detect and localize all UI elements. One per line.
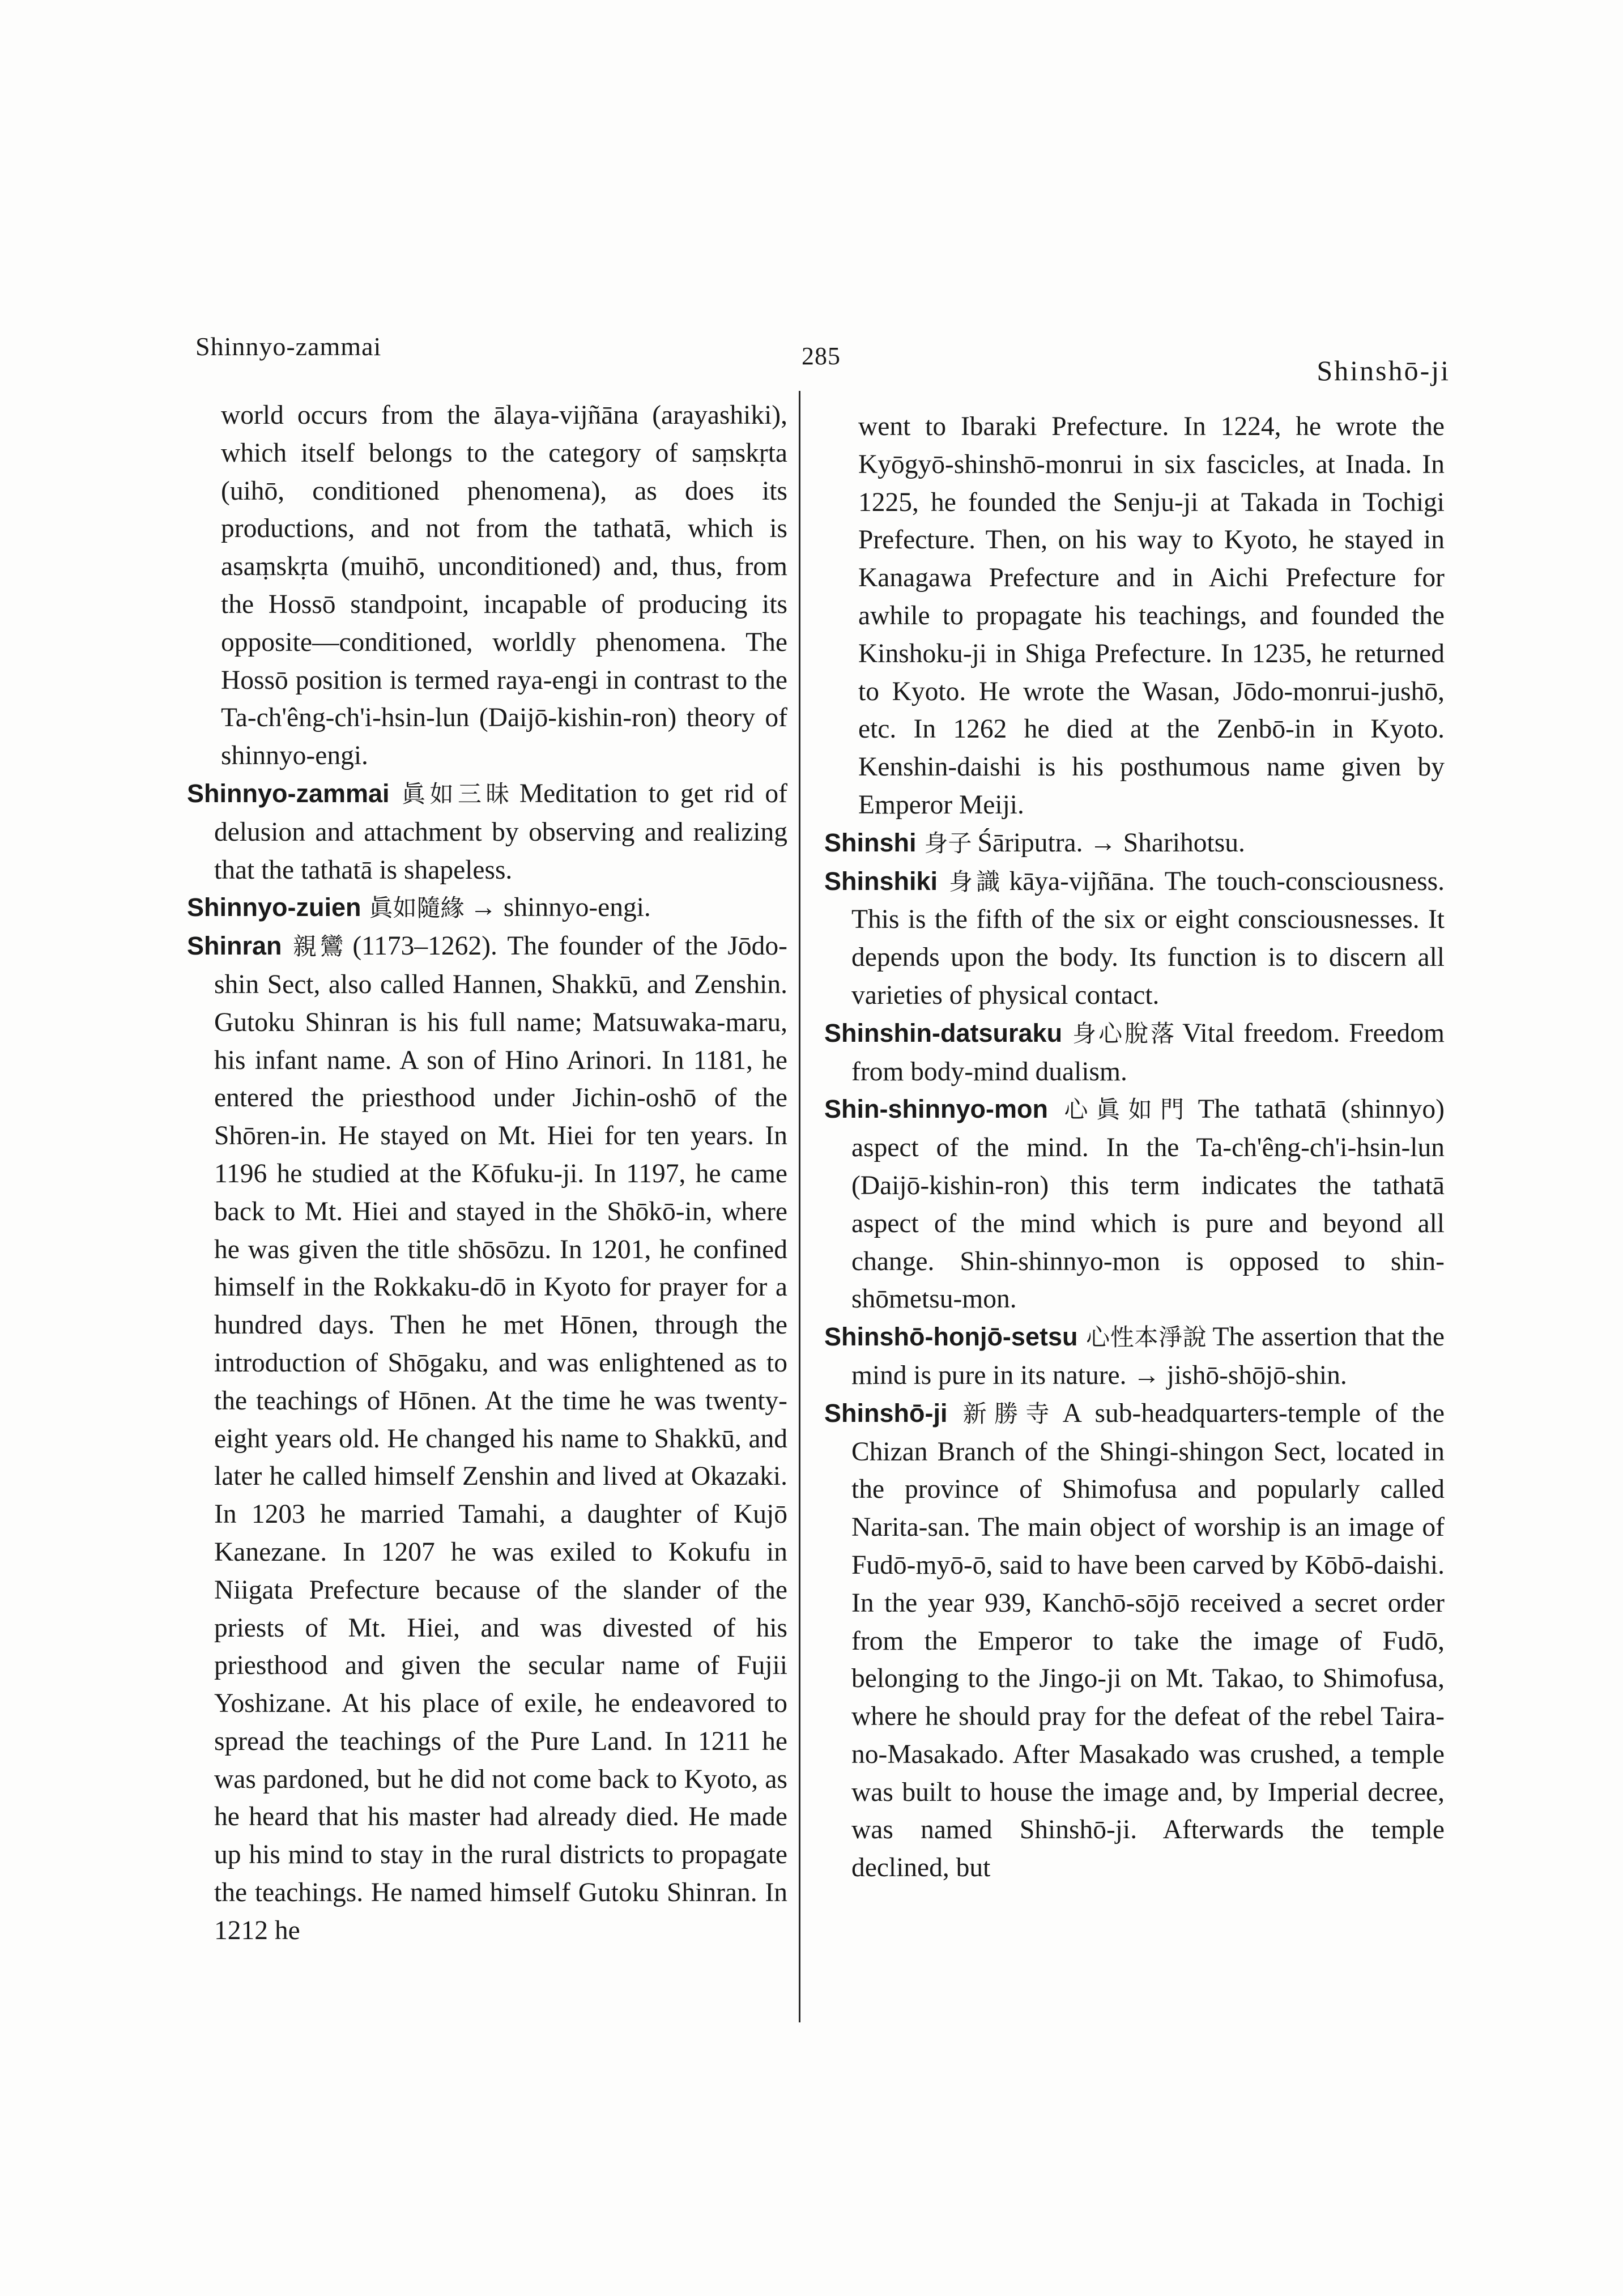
entry-definition: Śāriputra. → Sharihotsu. [977,828,1245,858]
entry-shinsho-honjo-setsu [824,1318,1445,1395]
entry-headword: Shinshō-ji [824,1398,948,1428]
entry-definition: (1173–1262). The founder of the Jōdo-shin Sect, also called Hannen, Shakkū, and Zenshin. Gutoku Shinran is his full name; Matsuwaka-maru, his infant name. A son of Hino Arinori. In 1181, he entered the priesthood under Jichin-oshō of the Shōren-in. He stayed on Mt. Hiei for ten years. In 1196 he studied at the Kōfuku-ji. In 1197, he came back to Mt. Hiei and stayed in the Shōkō-in, where he was given the title shōsōzu. In 1201, he confined himself in the Rokkaku-dō in Kyoto for prayer for a hundred days. Then he met Hōnen, through the introduction of Shōgaku, and was enlightened as to the teachings of Hōnen. At the time he was twenty-eight years old. He changed his name to Shakkū, and later he called himself Zenshin and lived at Okazaki. In 1203 he married Tamahi, a daughter of Kujō Kanezane. In 1207 he was exiled to Kokufu in Niigata Prefecture because of the slander of the priests of Mt. Hiei, and was divested of his priesthood and given the secular name of Fujii Yoshizane. At his place of exile, he endeavored to spread the teachings of the Pure Land. In 1211 he was pardoned, but he did not come back to Kyoto, as he heard that his master had already died. He made up his mind to stay in the rural districts to propagate the teachings. He named himself Gutoku Shinran. In 1212 he [214,931,787,1945]
entry-headword: Shin-shinnyo-mon [824,1094,1048,1124]
entry-kanji: 身識 [945,867,1004,896]
page-number: 285 [802,342,841,370]
running-header [195,331,1450,386]
entry-kanji: 心性本淨說 [1085,1323,1207,1352]
entry-shin-shinnyo-mon [824,1091,1445,1318]
entry-kanji: 心眞如門 [1055,1096,1192,1124]
entry-kanji: 身心脫落 [1070,1019,1177,1047]
entry-definition: A sub-headquarters-temple of the Chizan Branch of the Shingi-shingon Sect, located in the province of Shimofusa and popularly called Narita-san. The main object of worship is an image of Fudō-myō-ō, said to have been carved by Kōbō-daishi. In the year 939, Kanchō-sōjō received a secret order from the Emperor to take the image of Fudō, belonging to the Jingo-ji on Mt. Takao, to Shimofusa, where he should pray for the defeat of the rebel Taira-no-Masakado. After Masakado was crushed, a temple was built to house the image and, by Imperial decree, was named Shinshō-ji. Afterwards the temple declined, but [851,1398,1445,1883]
column-divider [799,391,800,2022]
continued-entry-text: world occurs from the ālaya-vijñāna (arayashiki), which itself belongs to the category of saṃskṛta (uihō, conditioned phenomena), as does its productions, and not from the tathatā, which is asaṃskṛta (muihō, unconditioned) and, thus, from the Hossō standpoint, incapable of producing its opposite—conditioned, worldly phenomena. The Hossō position is termed raya-engi in contrast to the Ta-ch'êng-ch'i-hsin-lun (Daijō-kishin-ron) theory of shinnyo-engi. [221,401,787,771]
entry-definition: Vital freedom. Freedom from body-mind dualism. [851,1018,1445,1087]
header-last-entry: Shinshō-ji [1317,355,1450,386]
entry-kanji: 眞如隨緣 [369,894,465,922]
right-column [824,408,1445,1887]
entry-shinshi [824,824,1445,863]
entry-headword: Shinshi [824,828,917,857]
entry-headword: Shinshin-datsuraku [824,1018,1063,1047]
continued-entry-text: went to Ibaraki Prefecture. In 1224, he wrote the Kyōgyō-shinshō-monrui in six fascicles, at Inada. In 1225, he founded the Senju-ji at Takada in Tochigi Prefecture. Then, on his way to Kyoto, he stayed in Kanagawa Prefecture and in Aichi Prefecture for awhile to propagate his teachings, and founded the Kinshoku-ji in Shiga Prefecture. In 1235, he returned to Kyoto. He wrote the Wasan, Jōdo-monrui-jushō, etc. In 1262 he died at the Zenbō-in in Kyoto. Kenshin-daishi is his posthumous name given by Emperor Meiji. [858,412,1445,820]
entry-headword: Shinran [187,931,282,961]
entry-definition: → shinnyo-engi. [470,893,651,923]
entry-kanji: 親鸞 [289,932,347,961]
entry-shinshin-datsuraku [824,1015,1445,1091]
entry-headword: Shinshō-honjō-setsu [824,1322,1078,1352]
entry-definition: The assertion that the mind is pure in its nature. → jishō-shōjō-shin. [851,1322,1445,1390]
left-column [187,397,787,1950]
entry-shinshiki [824,863,1445,1015]
entry-definition: The tathatā (shinnyo) aspect of the mind. In the Ta-ch'êng-ch'i-hsin-lun (Daijō-kishin-ron) this term indicates the tathatā aspect of the mind which is pure and beyond all change. Shin-shinnyo-mon is opposed to shin-shōmetsu-mon. [851,1094,1445,1314]
header-first-entry: Shinnyo-zammai [195,332,382,361]
entry-shinnyo-zammai [187,775,787,889]
entry-shinnyo-zuien [187,889,787,927]
entry-shinsho-ji [824,1395,1445,1887]
entry-headword: Shinshiki [824,866,938,896]
entry-headword: Shinnyo-zuien [187,893,361,922]
entry-definition: kāya-vijñāna. The touch-consciousness. This is the fifth of the six or eight consciousnesses. It depends upon the body. Its function is to discern all varieties of physical contact. [851,866,1445,1010]
entry-kanji: 新勝寺 [955,1399,1057,1428]
entry-shinran [187,927,787,1950]
entry-kanji: 身子 [924,829,972,857]
entry-definition: Meditation to get rid of delusion and attachment by observing and realizing that the tathatā is shapeless. [214,778,787,885]
entry-headword: Shinnyo-zammai [187,778,390,808]
entry-kanji: 眞如三昧 [397,779,514,808]
